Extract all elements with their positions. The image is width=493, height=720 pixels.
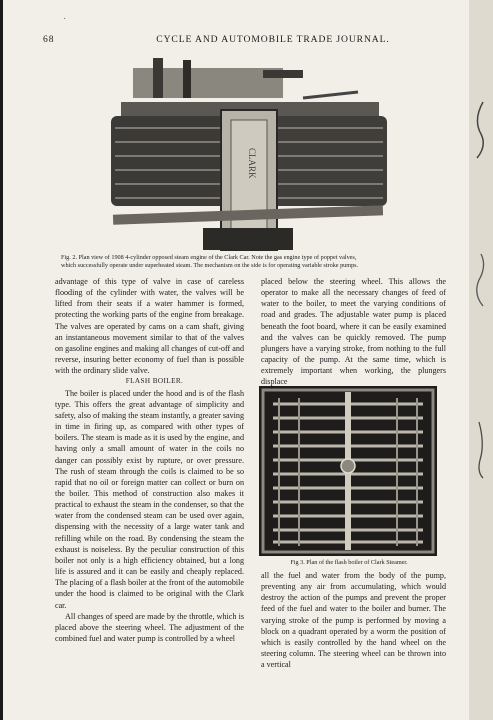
engine-photo — [103, 58, 393, 258]
left-paragraph-1: advantage of this type of valve in case of careless flooding of the cylinder with water, the valves will be lifted from their seats if a water hammer is formed, protecting the working parts of the engine from breakage. The valves are operated by cams on a cam shaft, giving an instantaneous movement similar to that of the valves on gasoline engines and making all changes of cut-off and reverse, insuring better economy of fuel than is possible with the ordinary slide valve. — [55, 277, 244, 376]
right-paragraph-1: placed below the steering wheel. This allows the operator to make all the necessary changes of feed of water to the boiler, to meet the varying conditions of road and grades. The adjustable water pump is placed beneath the foot board, where it can be easily examined and the valves can be quickly removed. The pump plungers have a varying stroke, from nothing to the full capacity of the pump. At the same time, which is extremely important when working, the plungers displace — [261, 277, 446, 387]
subheading-flash-boiler: FLASH BOILER. — [125, 377, 184, 386]
journal-page — [3, 0, 469, 720]
figure2-caption — [61, 254, 441, 269]
right-paragraph-2: all the fuel and water from the body of the pump, preventing any air from accumulating, which would destroy the action of the pumps and prevent the proper feed of the fuel and water to the boiler and burner. The varying stroke of the pump is performed by moving a block on a quadrant operated by a worm the position of which is easily controlled by the hand wheel on the steering column. The steering wheel can be thrown into a vertical — [261, 571, 446, 670]
right-column-bottom — [261, 570, 446, 670]
figure2-caption-line1: Fig. 2. Plan view of 1908 4-cylinder opposed steam engine of the Clark Car. Note the gas engine type of poppet valves, — [61, 254, 357, 261]
left-paragraph-2: The boiler is placed under the hood and is of the flash type. This offers the great advantage of simplicity and safety, also of making the steam instantly, a greater saving in time in firing up, as compared with other types of boilers. The steam is made as it is used by the engine, and having only a small amount of water in the coils no danger can possibly exist by rupture, or over pressure. The rush of steam through the coils is claimed to be so rapid that no oil or foreign matter can collect or burn on the boiler. This method of construction also makes it practical to exhaust the steam in the condenser, so that the water from the condensed steam can be used over again, dispensing with the necessity of a large water tank and refilling while on the road. By condensing the steam the exhaust is noiseless. By the peculiar construction of this boiler not only is a high efficiency obtained, but a long life is assured and it can be easily and cheaply replaced. The placing of a flash boiler at the front of the automobile under the hood is claimed to be original with the Clark car. — [55, 388, 244, 610]
page-smudge: · — [63, 14, 67, 25]
figure2-caption-line2: which successfully operate under superheated steam. The mechanism on the side is for operating variable stroke pumps. — [61, 261, 359, 269]
pencil-mark — [471, 250, 489, 310]
page-edge — [469, 0, 493, 720]
page-number: 68 — [43, 34, 55, 45]
left-column — [55, 276, 244, 644]
journal-title: CYCLE AND AUTOMOBILE TRADE JOURNAL. — [156, 34, 390, 45]
figure3-caption: Fig 3. Plan of the flash boiler of Clark Steamer. — [290, 559, 408, 566]
right-column-top — [261, 276, 446, 388]
left-paragraph-3: All changes of speed are made by the throttle, which is placed above the steering wheel. The adjustment of the combined fuel and water pump is controlled by a wheel — [55, 611, 244, 643]
engine-name-plate: CLARK — [247, 148, 257, 179]
boiler-photo — [259, 386, 437, 556]
pencil-mark — [471, 100, 489, 160]
pencil-mark — [471, 420, 489, 480]
